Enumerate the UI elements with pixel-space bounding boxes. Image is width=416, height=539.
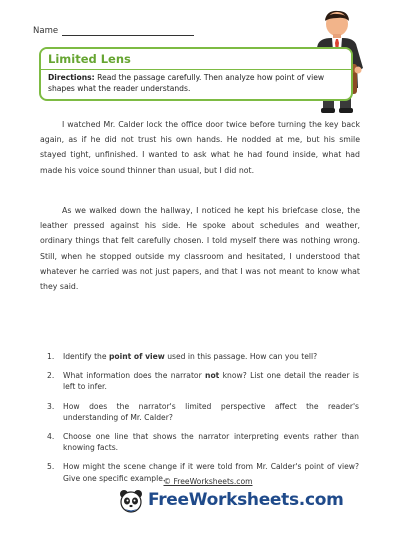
directions-label: Directions: — [48, 73, 95, 82]
question-number: 3. — [47, 401, 55, 411]
passage-paragraph-1-text: I watched Mr. Calder lock the office door twice before turning the key back again, as if he did not trust his own hands. He nodded at me, but his smile stayed tight, unfinished. I wanted to ask what he had found inside, what had made his voice sound thinner than usual, but I did not. — [40, 120, 360, 175]
name-field-line[interactable] — [62, 35, 194, 36]
question-item — [47, 431, 359, 453]
panda-icon — [118, 489, 144, 513]
title-box — [39, 47, 353, 101]
question-item — [47, 351, 359, 362]
directions-text: Read the passage carefully. Then analyze how point of view shapes what the reader understands. — [48, 73, 325, 93]
question-list — [47, 351, 359, 492]
passage-paragraph-2 — [40, 203, 360, 294]
copyright-text[interactable]: © FreeWorksheets.com — [163, 477, 253, 486]
question-number: 1. — [47, 352, 55, 361]
worksheet-title: Limited Lens — [48, 52, 131, 66]
question-bold-text: point of view — [108, 352, 165, 361]
question-item — [47, 401, 359, 423]
site-logo[interactable] — [118, 489, 344, 513]
question-bold-text: not — [205, 371, 220, 381]
question-item — [47, 370, 359, 392]
name-label: Name — [33, 26, 59, 36]
question-number: 4. — [47, 432, 55, 442]
question-text: Identify the — [63, 352, 109, 361]
title-bar — [41, 49, 351, 70]
directions — [48, 72, 340, 94]
question-text: How does the narrator's limited perspective affect the reader's understanding of Mr. Calder? — [63, 401, 359, 422]
question-text: How might the scene change if it were told from Mr. Calder's point of view? Give one specific example. — [63, 462, 359, 483]
question-text: used in this passage. How can you tell? — [164, 352, 318, 361]
question-number: 2. — [47, 371, 55, 381]
footer-copyright-link[interactable] — [0, 477, 416, 486]
question-text: Choose one line that shows the narrator interpreting events rather than knowing facts. — [63, 432, 359, 453]
passage-paragraph-1 — [40, 117, 360, 178]
question-text: What information does the narrator — [63, 371, 206, 381]
passage-paragraph-2-text: As we walked down the hallway, I noticed he kept his briefcase close, the leather pressed against his side. He spoke about schedules and weather, ordinary things that felt carefully chosen. I told myself there was nothing wrong. Still, when he stopped outside my classroom and hesitated, I understood that whatever he carried was not just papers, and that I was not meant to know what they said. — [40, 206, 360, 292]
logo-text: FreeWorksheets.com — [148, 490, 344, 510]
question-text: know? List one detail the reader is left to infer. — [63, 371, 359, 392]
question-number: 5. — [47, 462, 55, 472]
